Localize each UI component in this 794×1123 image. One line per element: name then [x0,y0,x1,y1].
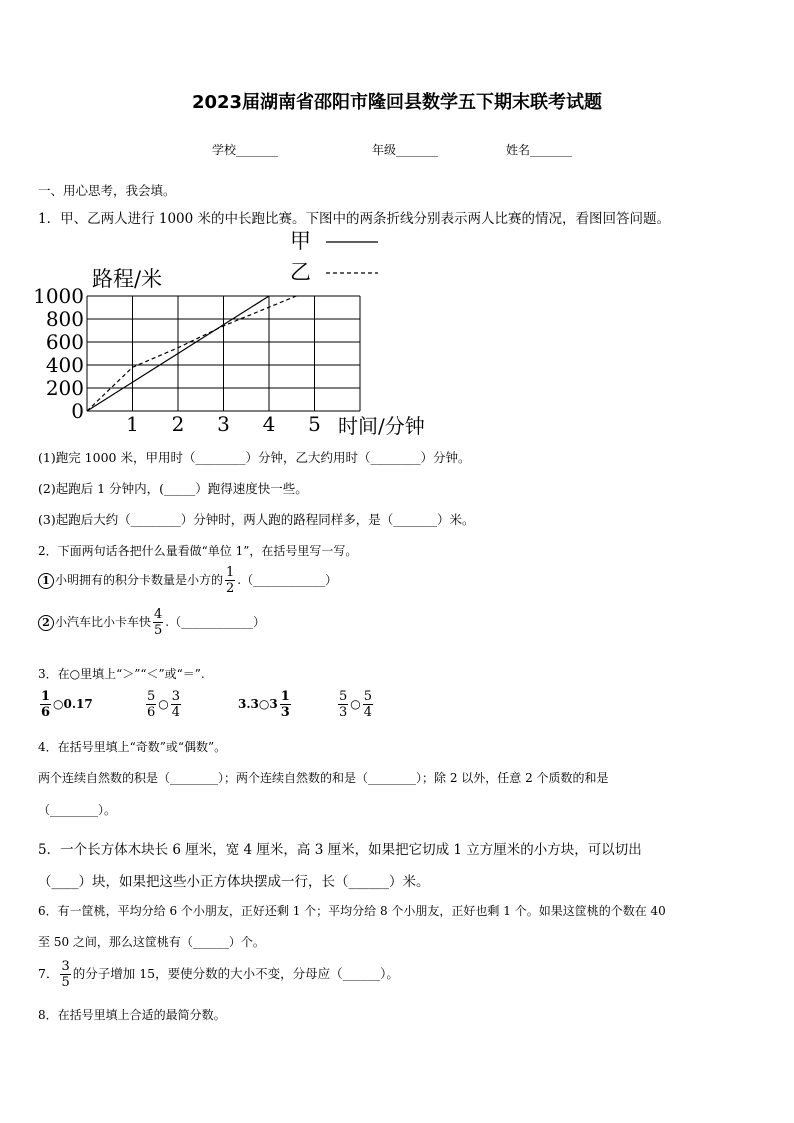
school-field: 学校_______ [212,143,279,157]
numerator: 5 [339,689,348,704]
numerator: 3 [61,959,70,974]
q7-text: 的分子增加 15，要使分数的大小不变，分母应（______）。 [72,966,399,981]
numerator: 5 [147,689,156,704]
q7-number: 7． [38,966,59,981]
x-tick-label: 1 [126,412,139,436]
numerator: 1 [41,689,51,704]
question-4: 4．在括号里填上“奇数”或“偶数”。 [38,740,227,754]
question-3: 3．在○里填上“＞”“＜”或“＝”. [38,667,205,681]
fraction [60,960,70,989]
question-1-part-3: (3)起跑后大约（________）分钟时，两人跑的路程同样多，是（_______）米。 [38,512,475,527]
q3-compare-c [238,690,293,719]
y-tick-label: 800 [45,307,84,331]
legend-label: 乙 [290,260,311,284]
numerator: 1 [280,689,290,704]
question-6-line-2: 至 50 之间，那么这筐桃有（______）个。 [38,935,265,949]
x-tick-label: 5 [308,412,321,436]
question-6-line-1: 6．有一筐桃，平均分给 6 个小朋友，正好还剩 1 个；平均分给 8 个小朋友，正好也剩 1 个。如果这筐桃的个数在 40 [38,904,666,918]
chart-x-ticks [126,412,321,436]
numerator: 1 [226,565,235,580]
q2-item1-text: 小明拥有的积分卡数量是小方的 [55,573,224,587]
denominator: 5 [61,975,70,990]
section-heading: 一、用心思考，我会填。 [38,183,176,198]
question-8: 8．在括号里填上合适的最简分数。 [38,1008,226,1022]
series-line-yi [87,296,296,411]
chart-legend [290,229,378,284]
numerator: 3 [171,689,181,704]
x-tick-label: 4 [262,412,276,436]
name-field: 姓名_______ [506,143,573,157]
legend-label: 甲 [290,229,311,253]
y-tick-label: 600 [45,330,84,354]
distance-time-chart [30,226,450,441]
question-4-line-1: 两个连续自然数的积是（________）；两个连续自然数的和是（________）；除 2 以外，任意 2 个质数的和是 [38,771,609,785]
fraction [338,690,348,719]
circle-number-1: 1 [38,573,54,589]
question-2: 2．下面两句话各把什么量看做“单位 1”，在括号里写一写。 [38,544,358,558]
chart-grid [87,296,360,411]
q2-item2-text: 小汽车比小卡车快 [55,615,152,629]
fraction [280,690,291,719]
grade-field: 年级_______ [372,143,439,157]
q3-compare-d [336,690,375,719]
denominator: 2 [226,581,235,596]
chart-y-ticks [33,284,84,423]
question-1-part-2: (2)起跑后 1 分钟内，(_____）跑得速度快一些。 [38,481,308,496]
question-2-item-2 [38,608,265,637]
fraction [225,566,235,595]
fraction [146,690,156,719]
y-tick-label: 200 [45,376,84,400]
question-4-line-2: （________）。 [38,803,117,817]
compare-circle: ○ [350,697,361,711]
fraction [171,690,181,719]
denominator: 4 [363,705,373,720]
chart-y-axis-label: 路程/米 [92,267,163,291]
q2-item2-tail: .（____________） [165,615,266,629]
circle-number-2: 2 [38,615,54,631]
y-tick-label: 400 [45,353,84,377]
q3-a-rest: ○0.17 [53,697,93,711]
y-tick-label: 0 [71,399,84,423]
question-5-line-1: 5．一个长方体木块长 6 厘米，宽 4 厘米，高 3 厘米，如果把它切成 1 立方厘米的小方块，可以切出 [38,842,642,858]
numerator: 5 [363,689,373,704]
denominator: 6 [41,705,51,720]
denominator: 5 [154,623,163,638]
chart-series [87,296,296,411]
question-7 [38,960,399,989]
question-1: 1．甲、乙两人进行 1000 米的中长跑比赛。下图中的两条折线分别表示两人比赛的情况，看图回答问题。 [38,211,671,227]
y-tick-label: 1000 [33,284,84,308]
question-1-part-1: (1)跑完 1000 米，甲用时（________）分钟，乙大约用时（________）分钟。 [38,450,471,465]
x-tick-label: 2 [171,412,185,436]
q2-item1-tail: .（____________） [237,573,338,587]
fraction [363,690,373,719]
denominator: 3 [280,705,290,720]
x-tick-label: 3 [217,412,230,436]
q3-compare-b [144,690,183,719]
question-5-line-2: （____）块，如果把这些小正方体块摆成一行，长（______）米。 [38,874,430,890]
numerator: 4 [154,607,163,622]
fraction [40,690,51,719]
page-title: 2023届湖南省邵阳市隆回县数学五下期末联考试题 [191,92,603,113]
chart-x-axis-label: 时间/分钟 [338,414,425,438]
question-2-item-1 [38,566,337,595]
compare-circle: ○ [158,697,169,711]
denominator: 6 [147,705,156,720]
fraction [153,608,163,637]
denominator: 3 [339,705,348,720]
q3-c-pre: 3.3○3 [238,697,278,711]
denominator: 4 [171,705,181,720]
q3-compare-a [38,690,93,719]
